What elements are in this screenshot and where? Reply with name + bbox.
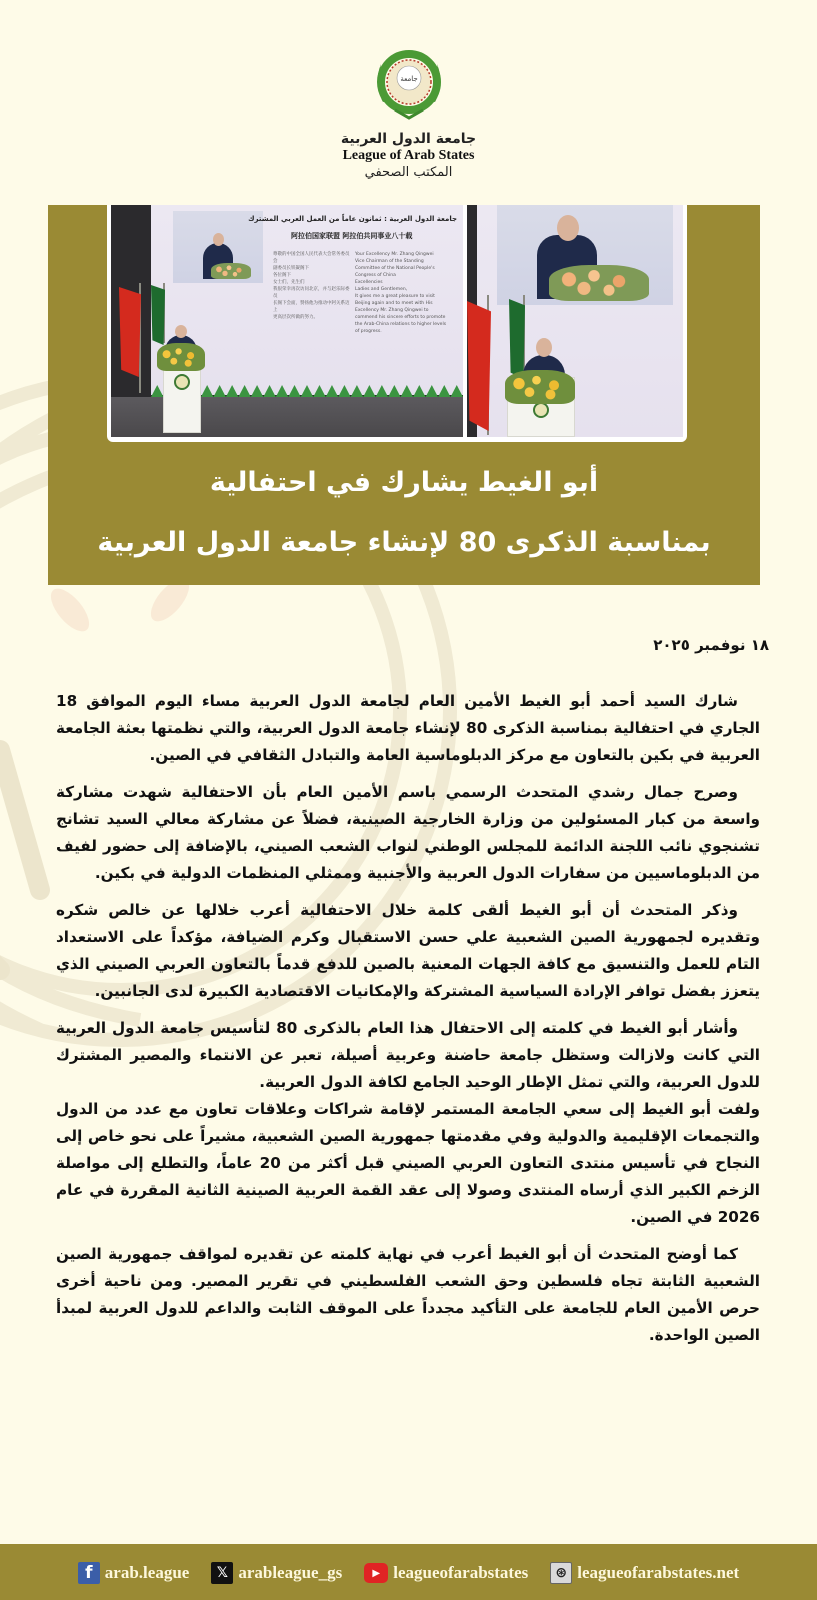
x-link[interactable] xyxy=(211,1562,342,1584)
headline xyxy=(48,453,760,573)
social-footer xyxy=(0,1544,817,1600)
paragraph: ولفت أبو الغيط إلى سعي الجامعة المستمر لإقامة شراكات وعلاقات تعاون مع عدد من الدول والتجمعات الإقليمية والدولية وفي مقدمتها جمهورية الصين الشعبية، مشيراً على نحو خاص إلى النجاح في تأسيس منتدى التعاون العربي الصيني قبل أكثر من 20 عاماً، والتطلع إلى مواصلة الزخم الكبير الذي أرساه المنتدى وصولا إلى عقد القمة العربية الصينية الثانية المقررة في عام 2026 في الصين. xyxy=(56,1100,760,1226)
org-name-english: League of Arab States xyxy=(342,148,475,163)
youtube-link[interactable] xyxy=(364,1563,528,1583)
x-icon: 𝕏 xyxy=(211,1562,233,1584)
arab-league-emblem-icon xyxy=(369,44,449,124)
event-photo-stage xyxy=(111,205,463,437)
website-url: leagueofarabstates.net xyxy=(577,1563,740,1582)
x-handle: arableague_gs xyxy=(238,1563,343,1582)
facebook-icon: f xyxy=(78,1562,100,1584)
paragraph: شارك السيد أحمد أبو الغيط الأمين العام لجامعة الدول العربية مساء اليوم الموافق 18 الجاري في احتفالية بمناسبة الذكرى 80 لإنشاء جامعة الدول العربية، والتي نظمتها بعثة الجامعة العربية في بكين بالتعاون مع مركز الدبلوماسية العامة والتبادل الثقافي في الصين. xyxy=(56,692,760,764)
paragraph: وأشار أبو الغيط في كلمته إلى الاحتفال هذا العام بالذكرى 80 لتأسيس جامعة الدول العربية التي كانت ولازالت وستظل جامعة حاضنة وعربية أصيلة، تعبر عن الانتماء والمصير المشترك للدول العربية، والتي تمثل الإطار الوحيد الجامع لكافة الدول العربية. xyxy=(56,1019,760,1091)
headline-line-2: بمناسبة الذكرى 80 لإنشاء جامعة الدول العربية xyxy=(97,527,711,558)
youtube-icon: ▶ xyxy=(364,1563,388,1583)
publish-date: ١٨ نوفمبر ٢٠٢٥ xyxy=(653,636,769,654)
website-icon: ⊛ xyxy=(550,1562,572,1584)
paragraph: وذكر المتحدث أن أبو الغيط ألقى كلمة خلال الاحتفالية أعرب خلالها عن خالص شكره وتقديره لجمهورية الصين الشعبية علي حسن الاستقبال وكرم الضيافة، مؤكداً على الاستعداد التام للعمل والتنسيق مع كافة الجهات المعنية بالصين للدفع قدماً بالتعاون العربي الصيني الذي يتعزز بفضل توافر الإرادة السياسية المشتركة والإمكانيات الاقتصادية الكبيرة لدى الجانبين. xyxy=(56,901,760,1000)
press-office-label: المكتب الصحفي xyxy=(364,165,453,180)
youtube-handle: leagueofarabstates xyxy=(393,1563,529,1582)
paragraph: وصرح جمال رشدي المتحدث الرسمي باسم الأمين العام بأن الاحتفالية شهدت مشاركة واسعة من كبار المسئولين من وزارة الخارجية الصينية، فضلاً عن مشاركة معالي السيد تشانج تشنجوي نائب اللجنة الدائمة للمجلس الوطني لنواب الشعب الصيني، بالإضافة إلى حضور لفيف من الدبلوماسيين من سفارات الدول العربية والأجنبية وممثلي المنظمات الدولية في بكين. xyxy=(56,783,760,882)
org-name-arabic: جامعة الدول العربية xyxy=(340,131,477,147)
slide-chinese-text: 尊敬的中国全国人民代表大会常务委员会 副委员长铁凝阁下 各位阁下 女士们，先生们 我很荣幸再次访问北京，并与赵乐际委员 长阁下会面，赞扬他为推动中阿关系迈上 更高层次所做的努力。 xyxy=(273,252,350,320)
article-body xyxy=(56,688,760,1359)
headline-line-1: أبو الغيط يشارك في احتفالية xyxy=(209,467,599,498)
facebook-handle: arab.league xyxy=(104,1563,190,1582)
website-link[interactable] xyxy=(550,1562,739,1584)
paragraph: كما أوضح المتحدث أن أبو الغيط أعرب في نهاية كلمته عن تقديره لمواقف جمهورية الصين الشعبية الثابتة تجاه فلسطين وحق الشعب الفلسطيني في تقرير المصير. ومن ناحية أخرى حرص الأمين العام للجامعة على التأكيد مجدداً على الموقف الثابت والداعم للدول العربية لمبدأ الصين الواحدة. xyxy=(56,1245,760,1344)
hero-banner xyxy=(48,205,760,585)
photo-collage xyxy=(107,205,687,442)
event-photo-podium xyxy=(467,205,683,437)
slide-title-arabic: جامعة الدول العربية : ثمانون عاماً من العمل العربي المشترك xyxy=(248,215,457,223)
facebook-link[interactable] xyxy=(78,1562,190,1584)
svg-text:جامعة: جامعة xyxy=(399,75,418,83)
letterhead xyxy=(0,44,817,182)
slide-title-chinese: 阿拉伯国家联盟 阿拉伯共同事业八十载 xyxy=(291,232,413,240)
slide-english-text: Your Excellency Mr. Zhang Qingwei Vice Chairman of the Standing Committee of the National People's Congress of China Excellencies Ladies and Gentlemen, It gives me a great pleasure to visit Beijing again and to meet with His Excellency Mr. Zhang Qingwei to commend his sincere efforts to promote the Arab-China relations to higher levels of progress. xyxy=(355,252,447,334)
